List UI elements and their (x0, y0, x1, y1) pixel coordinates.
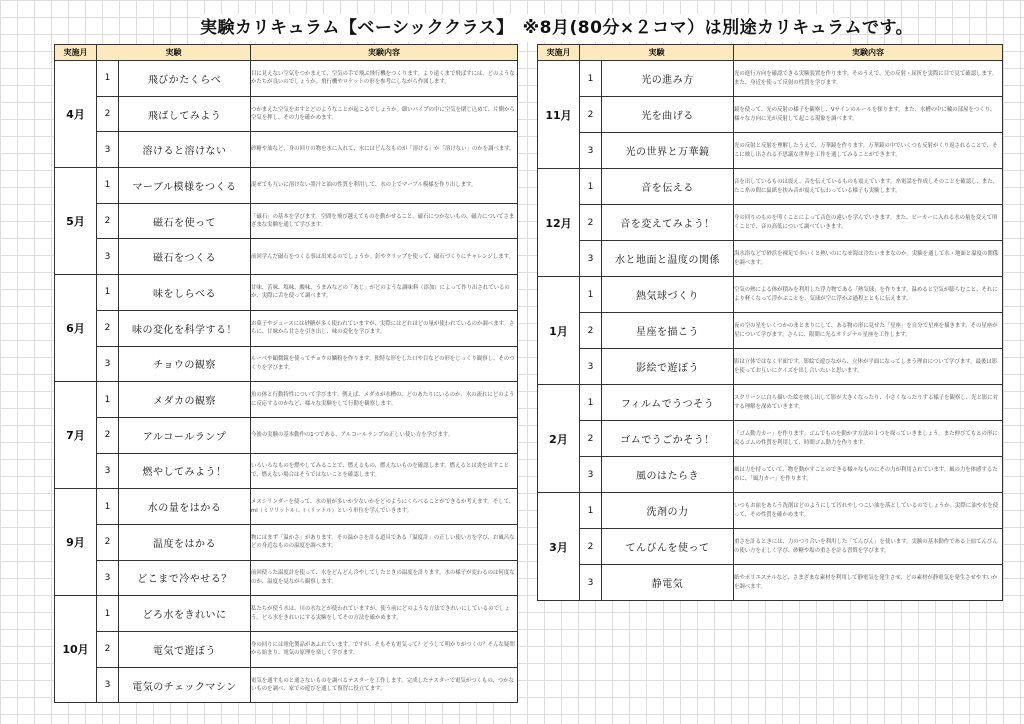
experiment-name: 風のはたらき (602, 457, 734, 493)
month-cell: 6月 (55, 275, 97, 382)
experiment-description: 光の反射と反射を理解したうえで、万華鏡を作ります。万華鏡の中でいくつも反射がくり返されることで、そこに映し出される不思議な世界を工作を通してみることができます。 (734, 133, 1003, 169)
table-row (55, 239, 518, 275)
experiment-name: 味をしらべる (119, 275, 251, 311)
session-number: 1 (580, 277, 602, 313)
table-row (538, 241, 1003, 277)
session-number: 2 (97, 310, 119, 346)
experiment-description: 甘味、苦味、塩味、酸味、うまみなどの「あじ」がどのような調味料（添加）によって作り出されているのか、実際に舌を使って調べます。 (251, 275, 518, 311)
experiment-description: スクリーンに白ら描いた絵を映し出して影が大きくなったり、小さくなったりする様子を観察し、光と影に対する理解を深めていきます。 (734, 385, 1003, 421)
table-row (538, 133, 1003, 169)
table-row (538, 529, 1003, 565)
experiment-description: 目に見えない空気をつかまえて、空気の手で飛ぶ飛行機をつくります。より遠くまで飛ばすには、どのようなかたちが良いのでしょうか。飛行機やロケットの形を参考にしながら作図します。 (251, 61, 518, 97)
experiment-description: 前回学んだ磁石をつくる事は出来るのでしょうか。釘やクリップを使って、磁石づくりにチャレンジします。 (251, 239, 518, 275)
experiment-name: 星座を描こう (602, 313, 734, 349)
table-row (538, 97, 1003, 133)
experiment-name: どこまで冷やせる？ (119, 560, 251, 596)
table-row (55, 310, 518, 346)
month-cell: 2月 (538, 385, 580, 493)
experiment-description: メスシリンダーを使って、水の量が多いか少ないかをどのようにくらべることができるか考えます。そして、ml（ミリリットル）、l（リットル）という単位を学んでいきます。 (251, 489, 518, 525)
session-number: 2 (97, 632, 119, 668)
session-number: 1 (580, 385, 602, 421)
month-cell: 4月 (55, 61, 97, 168)
experiment-description: 混ぜても互いに溶けない墨汁と油の性質を利用して、水の上でマーブル模様を作り出します。 (251, 168, 518, 204)
table-row (538, 349, 1003, 385)
table-row (55, 632, 518, 668)
header-content: 実験内容 (251, 45, 518, 61)
session-number: 3 (580, 133, 602, 169)
table-row (538, 421, 1003, 457)
header-month: 実施月 (55, 45, 97, 61)
session-number: 2 (580, 97, 602, 133)
experiment-description: 鏡を使って、光の反射の様子を観察し、Vサインのルールを探ります。また、水槽の中に輪の部屋をつくり、様々な方向に光が反射して起こる現象を調べます。 (734, 97, 1003, 133)
experiment-description: お菓子やジュースには砂糖が多く使われていますが、実際にはどれほどの量が使われているのか調べます。さらに、甘味から甘さを引き出し、味の変化を学びます。 (251, 310, 518, 346)
experiment-description: 前回使った温度計を使って、水をどんどん冷やしてしたときの温度を計ります。水の様子が変わるのは何度なのか、温度を見ながら観察します。 (251, 560, 518, 596)
table-row (55, 489, 518, 525)
experiment-description: 空気の熱による体が積みを利用した浮力物である「熱気球」を作ります。温めると空気が膨らむこと、それにより軽くなって浮かぶことを、気球が空に浮かぶ過程とともに伝えます。 (734, 277, 1003, 313)
month-cell: 1月 (538, 277, 580, 385)
month-cell: 9月 (55, 489, 97, 596)
table-row (538, 277, 1003, 313)
session-number: 1 (97, 61, 119, 97)
table-row (55, 346, 518, 382)
experiment-description: つかまえた空気をおすとどのようなことが起こるでしょうか。細いパイプの中に空気を閉じ込めて、片側から空気を押し、その力を確かめます。 (251, 96, 518, 132)
experiment-name: フィルムでうつそう (602, 385, 734, 421)
session-number: 1 (97, 489, 119, 525)
experiment-description: いろいろなものを燃やしてみることで、燃えるもの、燃えないものを確認します。燃えるとは炎を出すことで、燃えない場合はそうではないことを確認します。 (251, 453, 518, 489)
experiment-description: 重さを計るときには、力のつり合いを利用した「てんびん」を使います。実験の基本動作である上皿てんびんの使い方を正しく学び、砂糖や塩の重さを計る習慣を学びます。 (734, 529, 1003, 565)
curriculum-table-left (54, 44, 518, 703)
table-row (55, 417, 518, 453)
page-title: 実験カリキュラム【ベーシッククラス】 ※8月(80分×２コマ）は別途カリキュラムです。 (200, 14, 840, 42)
table-row (538, 61, 1003, 97)
header-experiment: 実験 (580, 45, 734, 61)
experiment-description: 私たちが使う水は、川の水などが使われていますが、使う前にどのような方法できれいにしているのでしょう。どろ水をきれいにする実験をしてその方法を確かめます。 (251, 596, 518, 632)
experiment-name: 音を変えてみよう！ (602, 205, 734, 241)
session-number: 2 (97, 524, 119, 560)
experiment-name: 音を伝える (602, 169, 734, 205)
month-cell: 10月 (55, 596, 97, 703)
experiment-name: 飛びかたくらべ (119, 61, 251, 97)
experiment-name: 溶けると溶けない (119, 132, 251, 168)
session-number: 2 (97, 96, 119, 132)
session-number: 2 (580, 529, 602, 565)
header-experiment: 実験 (97, 45, 251, 61)
experiment-name: 光を曲げる (602, 97, 734, 133)
experiment-description: 物にはまず「温かさ」があります。その温かさを計る道具である「温度計」の正しい使い方を学び、お風呂などの身近なものの温度を調べます。 (251, 524, 518, 560)
table-row (538, 313, 1003, 349)
session-number: 1 (97, 596, 119, 632)
experiment-description: ルーペや顕微鏡を使ってチョウの鱗粉を作ります。独特な形をした口や目などの形をじっくり観察し、そのつくりを学びます。 (251, 346, 518, 382)
curriculum-table-right (537, 44, 1003, 601)
month-cell: 11月 (538, 61, 580, 169)
experiment-description: 海水浴などで砂浜を裸足で歩いくと熱いのになぜ海は冷たいままなのか。実験を通して水・地面と温度の関係を調べます。 (734, 241, 1003, 277)
session-number: 3 (97, 239, 119, 275)
table-row (55, 168, 518, 204)
table-row (55, 132, 518, 168)
experiment-name: どろ水をきれいに (119, 596, 251, 632)
experiment-description: 砂糖や油など、身の回りの物を水に入れて、水にはどんなものが「溶ける」か「溶けない」のかを調べます。 (251, 132, 518, 168)
experiment-description: 夜の空の星をいくつかのまとまりにして、ある物の形に見せた「星座」を自分で星座を描きます。その星座が星について学びます。さらに、限間に光るオリジナル星座を工作します。 (734, 313, 1003, 349)
table-row (55, 667, 518, 703)
session-number: 1 (97, 382, 119, 418)
experiment-name: 静電気 (602, 565, 734, 601)
table-row (55, 275, 518, 311)
experiment-description: 電気を通すものと通さないものを調べるテスターを工作します。完成したテスターで電気がつくもの、つかないものを調べ、家での遊びを通して復習に役立てます。 (251, 667, 518, 703)
experiment-name: 水の量をはかる (119, 489, 251, 525)
table-row (538, 169, 1003, 205)
experiment-name: 電気で遊ぼう (119, 632, 251, 668)
table-row (55, 596, 518, 632)
session-number: 2 (580, 421, 602, 457)
session-number: 3 (580, 565, 602, 601)
experiment-description: 影は立体ではなく平面です。影絵で遊びながら、立体が平面になってしまう理由について学びます。最後は影を使ってお互いにクイズを出し合いたいと思います。 (734, 349, 1003, 385)
experiment-name: 電気のチェックマシン (119, 667, 251, 703)
experiment-description: いつもお皿をあらう洗剤はどのようにして汚れやしつこい油を落としているのでしょうか。実際に油や水を使って、その性質を確かめます。 (734, 493, 1003, 529)
experiment-name: 味の変化を科学する！ (119, 310, 251, 346)
header-month: 実施月 (538, 45, 580, 61)
experiment-description: 「ゴム動力カー」を作ります。ゴムでものを動かす方法の１つを探っていきましょう。また伸びてもとの形に戻るゴムの性質を利用して、時間ゴム動力を作ります。 (734, 421, 1003, 457)
experiment-name: 洗剤の力 (602, 493, 734, 529)
experiment-name: アルコールランプ (119, 417, 251, 453)
session-number: 2 (580, 313, 602, 349)
experiment-name: 飛ばしてみよう (119, 96, 251, 132)
experiment-description: 身の回りには電化製品があふれています。ですが、そもそも電気って？どうして明かりがつくの？そんな疑問から始まり、電気の原理を楽しく学びます。 (251, 632, 518, 668)
session-number: 3 (97, 453, 119, 489)
header-content: 実験内容 (734, 45, 1003, 61)
table-row (538, 385, 1003, 421)
table-row (55, 560, 518, 596)
experiment-name: 磁石をつくる (119, 239, 251, 275)
table-row (55, 61, 518, 97)
experiment-name: 磁石を使って (119, 203, 251, 239)
experiment-description: 光の進行方向を確認できる実験装置を作ります。そのうえで、光の反射・屈折を実際に目で見て確認します。また、身近を使って反射の性質を学びます。 (734, 61, 1003, 97)
table-row (55, 96, 518, 132)
table-row (55, 203, 518, 239)
table-row (55, 524, 518, 560)
experiment-name: 熱気球づくり (602, 277, 734, 313)
table-row (538, 205, 1003, 241)
session-number: 1 (580, 493, 602, 529)
experiment-description: 今後の実験の基本動作の1つである、アルコールランプの正しい使い方を学びます。 (251, 417, 518, 453)
session-number: 3 (580, 241, 602, 277)
experiment-name: メダカの観察 (119, 382, 251, 418)
session-number: 3 (97, 132, 119, 168)
experiment-description: 風は力を持っていて、物を動かすことのできる様々なものにその力が利用されています。風の力を体感するために、「風力カー」を作ります。 (734, 457, 1003, 493)
experiment-name: 温度をはかる (119, 524, 251, 560)
experiment-description: 身の回りのものを叩くことによって音色の違いを学んでいきます。また、ビーカーに入れる水の量を変えて叩くことで、音の高低について調べていきます。 (734, 205, 1003, 241)
month-cell: 3月 (538, 493, 580, 601)
session-number: 1 (580, 61, 602, 97)
table-row (538, 493, 1003, 529)
session-number: 3 (97, 560, 119, 596)
table-row (55, 382, 518, 418)
session-number: 3 (97, 346, 119, 382)
experiment-description: 魚の体と行動特性について学びます。例えば、メダカが水槽の、どのあたりにいるのか、水の流れにどのように反応するのかなど、様々な実験をして行動を観察します。 (251, 382, 518, 418)
session-number: 2 (97, 203, 119, 239)
session-number: 1 (97, 168, 119, 204)
experiment-name: てんびんを使って (602, 529, 734, 565)
table-row (538, 457, 1003, 493)
table-row (538, 565, 1003, 601)
session-number: 1 (97, 275, 119, 311)
session-number: 2 (97, 417, 119, 453)
experiment-name: 影絵で遊ぼう (602, 349, 734, 385)
experiment-name: 水と地面と温度の関係 (602, 241, 734, 277)
experiment-description: 「磁石」の基本を学びます。空間を飛び越えてものを動かせること、磁石につかないもの、磁力についてさまざまな実験を通して学びます。 (251, 203, 518, 239)
month-cell: 5月 (55, 168, 97, 275)
experiment-description: 紙やポリエステルなど、さまざまな素材を利用して静電気を発生させ、どの素材が静電気を発生させやすいかを調べます。 (734, 565, 1003, 601)
session-number: 2 (580, 205, 602, 241)
experiment-name: 燃やしてみよう！ (119, 453, 251, 489)
experiment-description: 音を出しているものは震え、音を伝えているものも震えています。糸電話を作成しそのことを確認し、また、たこ糸の間に鼠紙を挟み音が震えて伝わっている様子も実験します。 (734, 169, 1003, 205)
experiment-name: チョウの観察 (119, 346, 251, 382)
session-number: 3 (580, 457, 602, 493)
experiment-name: 光の進み方 (602, 61, 734, 97)
experiment-name: マーブル模様をつくる (119, 168, 251, 204)
session-number: 1 (580, 169, 602, 205)
month-cell: 12月 (538, 169, 580, 277)
experiment-name: 光の世界と万華鏡 (602, 133, 734, 169)
experiment-name: ゴムでうごかそう！ (602, 421, 734, 457)
session-number: 3 (97, 667, 119, 703)
session-number: 3 (580, 349, 602, 385)
table-row (55, 453, 518, 489)
month-cell: 7月 (55, 382, 97, 489)
